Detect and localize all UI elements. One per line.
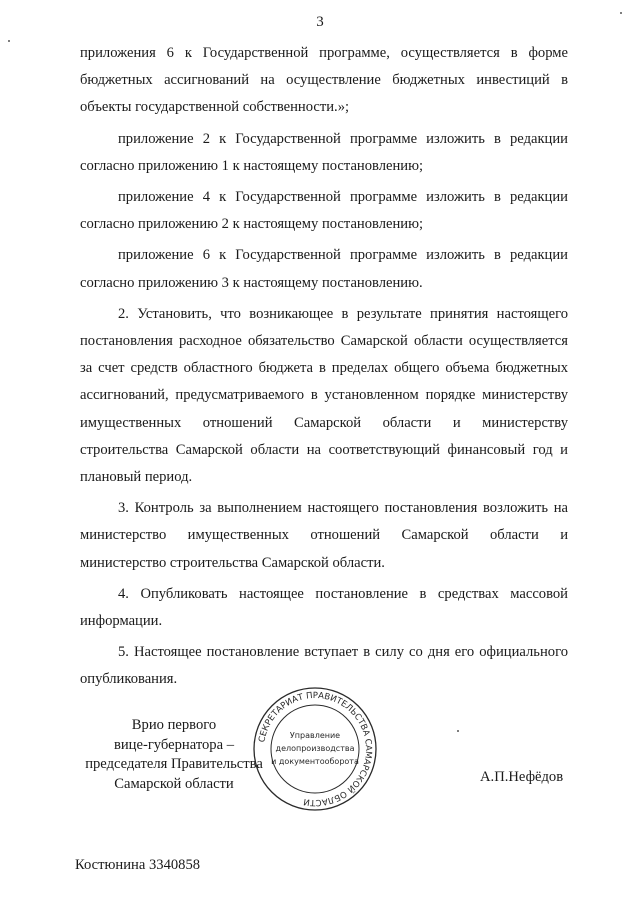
stamp-inner-line: делопроизводства	[275, 744, 355, 753]
scan-speck	[8, 40, 10, 42]
paragraph-appendix-2: приложение 2 к Государственной программе изложить в редакции согласно приложению 1 к настоящему постановлению;	[80, 130, 568, 174]
signatory-position	[84, 716, 264, 794]
position-line: Самарской области	[114, 775, 234, 792]
scan-speck	[457, 730, 459, 732]
paragraph-item-5: 5. Настоящее постановление вступает в силу со дня его официального опубликования.	[80, 644, 568, 688]
document-body	[80, 40, 568, 694]
signer-name: А.П.Нефёдов	[480, 769, 564, 785]
paragraph-item-2: 2. Установить, что возникающее в результате принятия настоящего постановления расходное обязательство Самарской области осуществляется за счет средств областного бюджета в пределах общего объема бюджетных ассигнований, предусматриваемого в установленном порядке министерству имущественных отношений Самарской области и министерству строительства Самарской области на соответствующий финансовый год и плановый период.	[80, 305, 568, 486]
paragraph-appendix-6: приложение 6 к Государственной программе изложить в редакции согласно приложению 3 к настоящему постановлению.	[80, 247, 568, 291]
position-line: вице-губернатора –	[113, 736, 235, 753]
stamp-inner-line: и документооборота	[271, 757, 359, 766]
paragraph-item-4: 4. Опубликовать настоящее постановление в средствах массовой информации.	[80, 585, 568, 630]
official-stamp	[252, 686, 378, 812]
scan-speck	[620, 12, 622, 14]
stamp-outer-text: СЕКРЕТАРИАТ ПРАВИТЕЛЬСТВА САМАРСКОЙ ОБЛАСТИ	[257, 690, 374, 808]
stamp-inner-line: Управление	[289, 731, 341, 740]
paragraph-appendix-4: приложение 4 к Государственной программе изложить в редакции согласно приложению 2 к настоящему постановлению;	[80, 189, 568, 233]
paragraph-item-3: 3. Контроль за выполнением настоящего постановления возложить на министерство имущественных отношений Самарской области и министерство строительства Самарской области.	[80, 500, 568, 571]
paragraph-continuation: приложения 6 к Государственной программе, осуществляется в форме бюджетных ассигнований на осуществление бюджетных инвестиций в объекты государственной собственности.»;	[80, 45, 568, 116]
executor-contact: Костюнина 3340858	[75, 857, 201, 873]
page-number: 3	[316, 14, 324, 30]
position-line: председателя Правительства	[85, 756, 263, 772]
position-line: Врио первого	[131, 717, 217, 733]
